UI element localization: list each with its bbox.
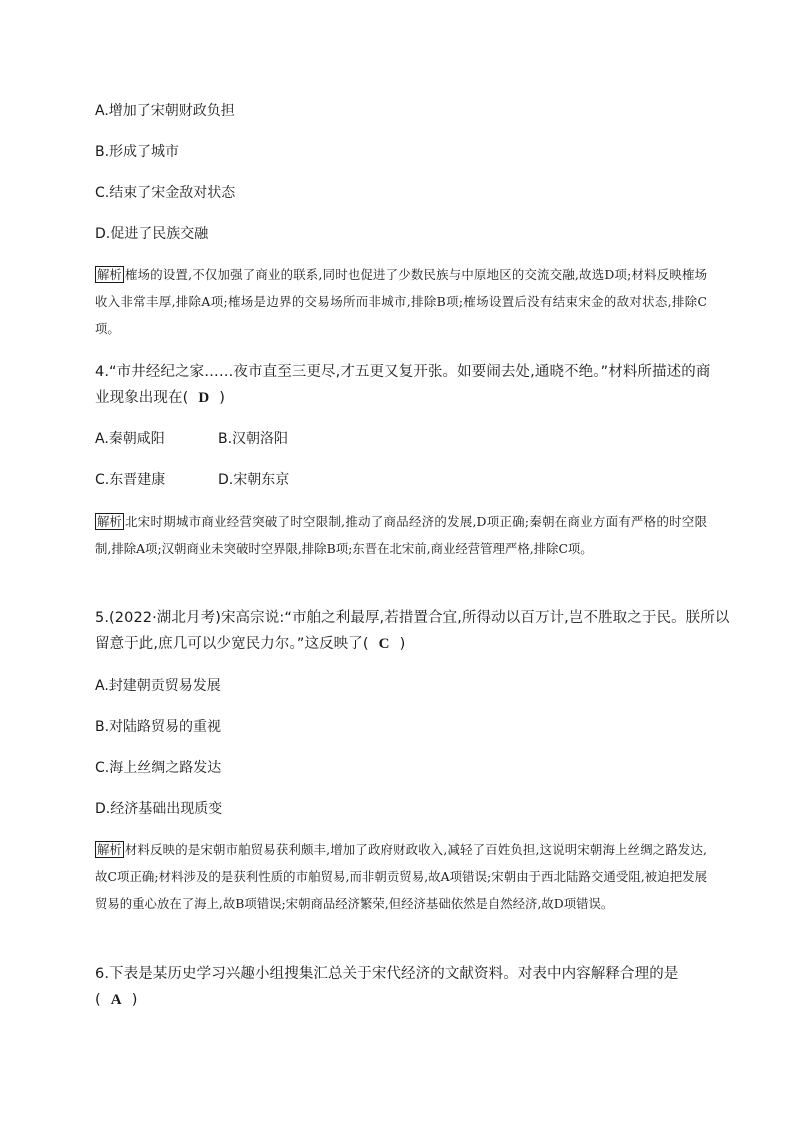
q4-analysis-text: 北宋时期城市商业经营突破了时空限制,推动了商品经济的发展,D项正确;秦朝在商业方面有严格的时空限制,排除A项;汉朝商业未突破时空界限,排除B项;东晋在北宋前,商业经营管理严格,排除C项。 [95, 514, 707, 556]
q3-analysis-text: 榷场的设置,不仅加强了商业的联系,同时也促进了少数民族与中原地区的交流交融,故选D项;材料反映榷场收入非常丰厚,排除A项;榷场是边界的交易场所而非城市,排除B项;榷场设置后没有结束宋金的敌对状态,排除C项。 [95, 267, 707, 336]
q4-option-a: A.秦朝咸阳 [95, 431, 165, 447]
q5-stem-line2: 留意于此,庶几可以少宽民力尔。”这反映了( C ) [95, 636, 406, 652]
q3-option-c: C.结束了宋金敌对状态 [95, 185, 236, 201]
q5-stem-line1: 5.(2022·湖北月考)宋高宗说:“市舶之利最厚,若措置合宜,所得动以百万计,岂不胜取之于民。朕所以 [95, 610, 730, 626]
q5-option-c: C.海上丝绸之路发达 [95, 760, 222, 776]
analysis-tag: 解析 [97, 514, 122, 529]
q4-answer: D [198, 390, 210, 406]
analysis-tag: 解析 [97, 267, 122, 282]
q5-option-a: A.封建朝贡贸易发展 [95, 678, 221, 694]
q6-stem-line1: 6.下表是某历史学习兴趣小组搜集汇总关于宋代经济的文献资料。对表中内容解释合理的是 [95, 966, 679, 982]
q4-stem-line2: 业现象出现在( D ) [95, 390, 226, 406]
q5-option-d: D.经济基础出现质变 [95, 801, 223, 817]
q6-stem-line2: ( A ) [95, 992, 138, 1008]
q4-analysis [95, 508, 707, 562]
analysis-tag: 解析 [97, 842, 122, 857]
q5-answer: C [378, 636, 390, 652]
q5-analysis [95, 836, 707, 917]
q3-option-d: D.促进了民族交融 [95, 226, 209, 242]
q4-option-d: D.宋朝东京 [218, 472, 290, 488]
q4-stem-line1: 4.“市井经纪之家……夜市直至三更尽,才五更又复开张。如要闹去处,通晓不绝。”材料所描述的商 [95, 364, 711, 380]
q5-analysis-text: 材料反映的是宋朝市舶贸易获利颇丰,增加了政府财政收入,减轻了百姓负担,这说明宋朝海上丝绸之路发达,故C项正确;材料涉及的是获利性质的市舶贸易,而非朝贡贸易,故A项错误;宋朝由于西北陆路交通受阻,被迫把发展贸易的重心放在了海上,故B项错误;宋朝商品经济繁荣,但经济基础依然是自然经济,故D项错误。 [95, 842, 707, 911]
q5-option-b: B.对陆路贸易的重视 [95, 719, 222, 735]
q6-answer: A [110, 992, 122, 1008]
q4-option-c: C.东晋建康 [95, 472, 166, 488]
q3-analysis [95, 261, 707, 342]
q4-option-b: B.汉朝洛阳 [218, 431, 289, 447]
q3-option-a: A.增加了宋朝财政负担 [95, 103, 235, 119]
q3-option-b: B.形成了城市 [95, 144, 180, 160]
